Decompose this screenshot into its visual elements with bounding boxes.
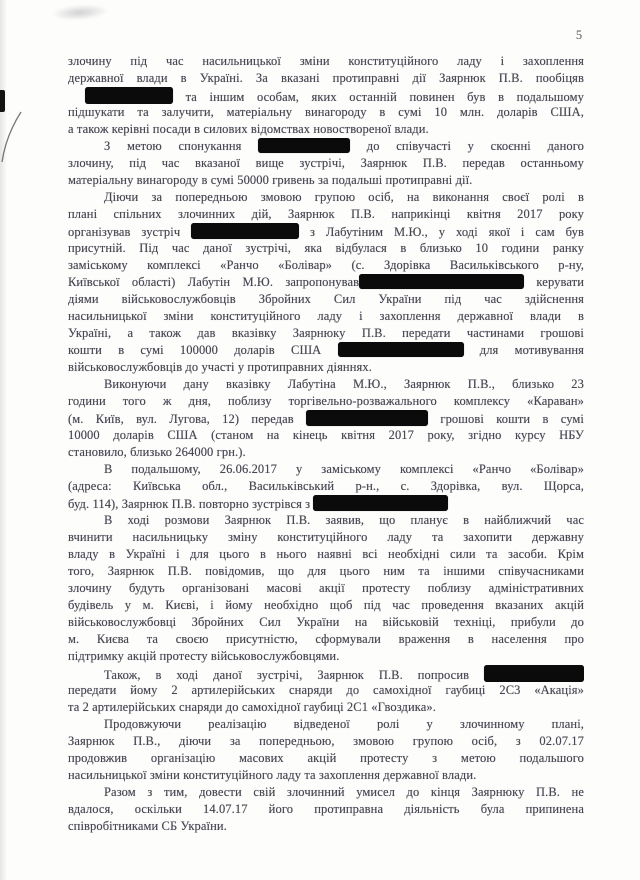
- text-segment: підтримку акцій протесту військовослужбовцями.: [68, 649, 340, 663]
- text-line: [68, 495, 584, 512]
- text-segment: діями військовослужбовців Збройних Сил України під час здійснення: [68, 292, 584, 306]
- text-segment: вчинити насильницьку зміну конституційного ладу та захопити державну: [68, 530, 584, 544]
- text-segment: Виконуючи дану вказівку Лабутіна М.Ю., Заярнюк П.В., близько 23: [104, 377, 584, 391]
- text-segment: становило, близько 264000 грн.).: [68, 445, 246, 459]
- text-segment: Також, в ході даної зустрічі, Заярнюк П.В. попросив: [104, 668, 484, 682]
- text-segment: владу в Україні і для цього в нього наявні всі необхідні сили та засоби. Крім: [68, 547, 584, 561]
- text-line: [68, 597, 584, 614]
- text-line: [68, 393, 584, 410]
- text-segment: злочину, під час вказаної вище зустрічі, Заярнюк П.В. передав останньому: [68, 156, 584, 170]
- text-line: [68, 529, 584, 546]
- redaction-bar: [313, 495, 448, 511]
- text-segment: Діючи за попередньою змовою групою осіб, на виконання своєї ролі в: [104, 190, 584, 204]
- redaction-bar: [85, 87, 173, 104]
- text-segment: для мотивування: [463, 343, 584, 357]
- text-segment: підшукати та залучити, матеріальну винагороду в сумі 10 млн. доларів США,: [68, 105, 584, 119]
- text-line: [68, 291, 584, 308]
- text-segment: (м. Київ, вул. Лугова, 12) передав: [68, 412, 307, 426]
- text-segment: організував зустріч: [68, 225, 192, 239]
- text-segment: та 2 артилерійських снаряди до самохідної гаубиці 2С1 «Гвоздика».: [68, 700, 437, 714]
- text-line: [68, 461, 584, 478]
- text-segment: будівель у м. Києві, і йому необхідно щоб під час проведення вказаних акцій: [68, 598, 584, 612]
- text-segment: передати йому 2 артилерійських снаряди до самохідної гаубиці 2С3 «Акація»: [68, 683, 584, 697]
- text-line: [68, 274, 584, 291]
- text-line: [68, 546, 584, 563]
- text-segment: Україні, а також дав вказівку Заярнюку П.В. передати частинами грошові: [68, 326, 584, 340]
- text-segment: державної влади в Україні. За вказані протиправні дії Заярнюк П.В. пообіцяв: [68, 71, 584, 85]
- text-line: [68, 801, 584, 818]
- text-segment: Разом з тим, довести свій злочинний умисел до кінця Заярнюку П.В. не: [104, 785, 584, 799]
- text-line: [68, 240, 584, 257]
- text-line: [68, 682, 584, 699]
- text-segment: В подальшому, 26.06.2017 у заміському комплексі «Ранчо «Болівар»: [104, 462, 584, 476]
- text-segment: злочину будуть організовані масові акції протесту поблизу адміністративних: [68, 581, 584, 595]
- text-line: [68, 614, 584, 631]
- text-segment: заміському комплексі «Ранчо «Болівар» (с. Здорівка Васильківського р-ну,: [68, 258, 584, 272]
- text-line: [68, 104, 584, 121]
- text-line: [68, 223, 584, 240]
- text-segment: та іншим особам, яких останній повинен був в подальшому: [173, 90, 584, 104]
- text-segment: продовжив організацію масових акцій протесту з метою подальшого: [68, 751, 584, 765]
- text-segment: грошові кошти в сумі: [428, 412, 584, 426]
- text-segment: військовослужбовців до участі у протиправних діяннях.: [68, 360, 372, 374]
- text-segment: кошти в сумі 100000 доларів США: [68, 343, 338, 357]
- text-segment: (адреса: Київська обл., Васильківський р-н., с. Здорівка, вул. Щорса,: [68, 479, 584, 493]
- text-segment: буд. 114), Заярнюк П.В. повторно зустрівся з: [68, 497, 314, 511]
- text-segment: співробітниками СБ України.: [68, 819, 227, 833]
- text-line: [68, 206, 584, 223]
- text-segment: З метою спонукання: [104, 139, 259, 153]
- text-segment: насильницької зміни конституційного ладу і захоплення державної влади в: [68, 309, 584, 323]
- text-segment: вдалося, оскільки 14.07.17 його протиправна діяльність була припинена: [68, 802, 584, 816]
- document-text: [68, 53, 584, 835]
- text-line: [68, 53, 584, 70]
- text-line: [68, 563, 584, 580]
- text-line: [68, 308, 584, 325]
- text-line: [68, 512, 584, 529]
- text-segment: а також керівні посади в силових відомствах новоствореної влади.: [68, 122, 429, 136]
- text-segment: до співучасті у скоєнні даного: [350, 139, 584, 153]
- text-segment: м. Києва та своєю присутністю, сформували враження в населення про: [68, 632, 584, 646]
- text-segment: того, Заярнюк П.В. повідомив, що для цього ним та іншими співучасниками: [68, 564, 584, 578]
- scan-smudge-artifact: [52, 3, 109, 22]
- text-segment: плані спільних злочинних дій, Заярнюк П.В. наприкінці квітня 2017 року: [68, 207, 584, 221]
- text-segment: насильницької зміни конституційного ладу та захоплення державної влади.: [68, 768, 477, 782]
- text-line: [68, 155, 584, 172]
- text-segment: Київської області) Лабутін М.Ю. запропонував: [68, 275, 360, 289]
- text-line: [68, 699, 584, 716]
- text-line: [68, 121, 584, 138]
- text-line: [68, 257, 584, 274]
- text-line: [68, 648, 584, 665]
- text-line: [68, 784, 584, 801]
- text-line: [68, 325, 584, 342]
- redaction-bar: [484, 665, 584, 682]
- redaction-bar: [258, 138, 350, 153]
- text-line: [68, 376, 584, 393]
- text-segment: матеріальну винагороду в сумі 50000 гривень за подальші протиправні дії.: [68, 173, 473, 187]
- text-line: [68, 478, 584, 495]
- text-line: [68, 665, 584, 682]
- text-line: [68, 716, 584, 733]
- text-line: [68, 631, 584, 648]
- text-line: [68, 172, 584, 189]
- text-line: [68, 818, 584, 835]
- text-segment: присутній. Під час даної зустрічі, яка відбулася в близько 10 години ранку: [68, 241, 584, 255]
- text-line: [68, 444, 584, 461]
- text-line: [68, 733, 584, 750]
- page-number: 5: [575, 28, 583, 42]
- text-segment: злочину під час насильницької зміни конституційного ладу і захоплення: [68, 54, 584, 68]
- text-segment: В ході розмови Заярнюк П.В. заявив, що планує в найближчий час: [104, 513, 584, 527]
- text-segment: військовослужбовці Збройних Сил України на військовій техніці, прибули до: [68, 615, 584, 629]
- text-line: [68, 342, 584, 359]
- text-segment: 10000 доларів США (станом на кінець квітня 2017 року, згідно курсу НБУ: [68, 428, 584, 442]
- text-segment: керувати: [524, 275, 584, 289]
- text-line: [68, 750, 584, 767]
- text-segment: години того ж дня, поблизу торгівельно-розважального комплексу «Караван»: [68, 394, 584, 408]
- text-line: [68, 410, 584, 427]
- text-line: [68, 87, 584, 104]
- text-line: [68, 767, 584, 784]
- text-line: [68, 427, 584, 444]
- text-segment: Заярнюк П.В., діючи за попередньою, змовою групою осіб, з 02.07.17: [68, 734, 584, 748]
- text-line: [68, 580, 584, 597]
- text-segment: з Лабутіним М.Ю., у ході якої і сам був: [299, 225, 584, 239]
- redaction-bar: [338, 342, 464, 357]
- text-line: [68, 189, 584, 206]
- text-line: [68, 359, 584, 376]
- text-line: [68, 70, 584, 87]
- redaction-bar: [359, 274, 524, 289]
- text-segment: Продовжуючи реалізацію відведеної ролі у злочинному плані,: [104, 717, 584, 731]
- scan-edge-mark-artifact: [0, 90, 5, 112]
- redaction-bar: [306, 410, 428, 426]
- redaction-bar: [191, 223, 299, 239]
- text-line: [68, 138, 584, 155]
